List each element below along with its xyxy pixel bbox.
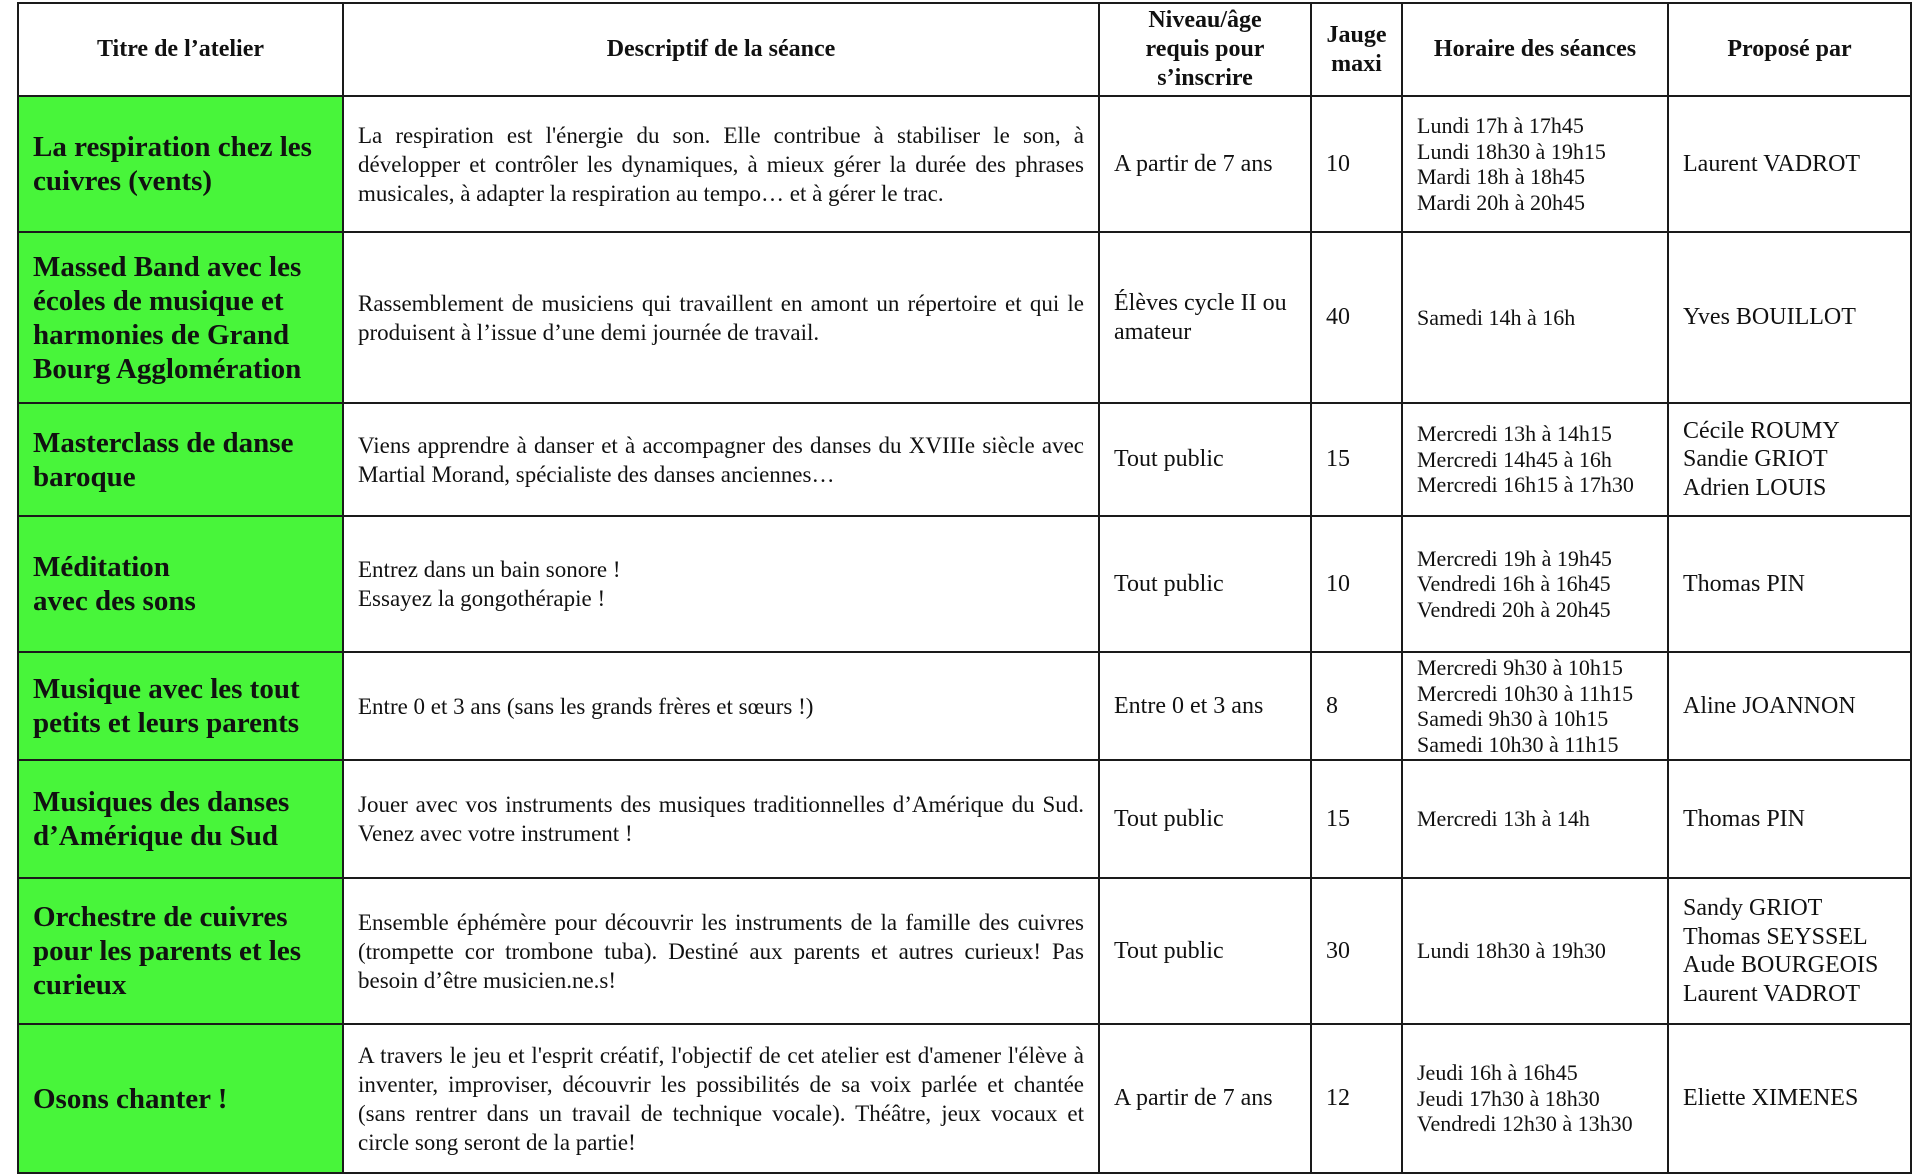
- workshop-propose-cell: [1668, 878, 1911, 1024]
- workshop-title-cell: [18, 516, 343, 652]
- workshop-propose-line: Laurent VADROT: [1683, 150, 1861, 177]
- workshop-horaire-line: Samedi 9h30 à 10h15: [1417, 706, 1609, 731]
- workshop-propose-line: Thomas SEYSSEL: [1683, 923, 1868, 950]
- workshop-title-line: d’Amérique du Sud: [33, 820, 278, 852]
- workshop-title-line: cuivres (vents): [33, 165, 213, 197]
- workshop-niveau-cell: Entre 0 et 3 ans: [1099, 652, 1311, 760]
- workshop-description-line: La respiration est l'énergie du son. Elle contribue à stabiliser le son, à développer et contrôler les dynamiques, à mieux gérer la durée des phrases musicales, à adapter la respiration au tempo… et à gérer le trac.: [358, 122, 1084, 206]
- workshop-propose-line: Adrien LOUIS: [1683, 474, 1827, 501]
- workshop-title-line: écoles de musique et: [33, 284, 284, 317]
- table-row: [18, 652, 1911, 760]
- workshop-title-line: curieux: [33, 969, 127, 1001]
- header-description: Descriptif de la séance: [343, 3, 1099, 96]
- table-row: [18, 96, 1911, 232]
- workshop-title-line: avec des sons: [33, 585, 196, 617]
- table-row: [18, 232, 1911, 403]
- workshop-title-line: baroque: [33, 460, 136, 493]
- workshop-horaire-cell: [1402, 516, 1668, 652]
- workshop-description-cell: [343, 760, 1099, 878]
- workshop-title-line: pour les parents et les: [33, 935, 301, 967]
- workshop-horaire-line: Lundi 18h30 à 19h15: [1417, 138, 1606, 164]
- workshop-horaire-cell: [1402, 760, 1668, 878]
- workshop-jauge-cell: 15: [1311, 760, 1402, 878]
- table-row: [18, 516, 1911, 652]
- workshop-description-cell: [343, 878, 1099, 1024]
- header-niveau-line: Niveau/âge: [1148, 7, 1262, 33]
- workshop-propose-cell: [1668, 652, 1911, 760]
- workshop-title-line: Masterclass de danse: [33, 426, 294, 459]
- header-propose: Proposé par: [1668, 3, 1911, 96]
- workshops-table: [17, 2, 1912, 1174]
- workshop-propose-line: Aline JOANNON: [1683, 692, 1856, 719]
- workshop-propose-cell: [1668, 1024, 1911, 1173]
- workshop-niveau-cell: Tout public: [1099, 516, 1311, 652]
- workshop-horaire-line: Mercredi 9h30 à 10h15: [1417, 655, 1623, 680]
- workshop-horaire-cell: [1402, 403, 1668, 516]
- header-niveau: [1099, 3, 1311, 96]
- workshop-description-cell: [343, 516, 1099, 652]
- table-row: [18, 760, 1911, 878]
- workshop-description-cell: [343, 1024, 1099, 1173]
- workshop-jauge-cell: 8: [1311, 652, 1402, 760]
- header-jauge-line: Jauge: [1326, 21, 1387, 48]
- table-row: [18, 1024, 1911, 1173]
- header-title: Titre de l’atelier: [18, 3, 343, 96]
- workshop-propose-cell: [1668, 96, 1911, 232]
- workshop-horaire-line: Mercredi 10h30 à 11h15: [1417, 680, 1634, 706]
- workshop-horaire-line: Mercredi 13h à 14h: [1417, 806, 1590, 832]
- workshop-horaire-line: Samedi 10h30 à 11h15: [1417, 731, 1619, 757]
- workshop-jauge-cell: 12: [1311, 1024, 1402, 1173]
- workshop-propose-line: Aude BOURGEOIS: [1683, 952, 1879, 978]
- workshop-propose-line: Cécile ROUMY: [1683, 417, 1840, 444]
- workshop-niveau-cell: Tout public: [1099, 760, 1311, 878]
- workshop-description-line: A travers le jeu et l'esprit créatif, l'objectif de cet atelier est d'amener l'élève à inventer, improviser, découvrir les possibilités de sa voix parlée et chantée (sans rentrer dans un travail de technique vocale). Théâtre, jeux vocaux et circle song seront de la partie!: [358, 1042, 1084, 1155]
- workshop-title-cell: [18, 878, 343, 1024]
- table-row: [18, 403, 1911, 516]
- workshop-horaire-line: Mercredi 14h45 à 16h: [1417, 446, 1612, 472]
- workshop-horaire-cell: [1402, 878, 1668, 1024]
- workshop-jauge-cell: 10: [1311, 516, 1402, 652]
- workshop-description-line: Ensemble éphémère pour découvrir les instruments de la famille des cuivres (trompette cor trombone tuba). Destiné aux parents et autres curieux! Pas besoin d’être musicien.ne.s!: [358, 909, 1084, 993]
- workshop-description-cell: [343, 403, 1099, 516]
- workshop-title-line: La respiration chez les: [33, 131, 312, 163]
- workshop-title-cell: [18, 760, 343, 878]
- workshop-horaire-cell: [1402, 1024, 1668, 1173]
- workshop-jauge-cell: 30: [1311, 878, 1402, 1024]
- workshop-niveau-cell: A partir de 7 ans: [1099, 1024, 1311, 1173]
- workshop-horaire-line: Jeudi 17h30 à 18h30: [1417, 1085, 1600, 1111]
- header-niveau-line: s’inscrire: [1157, 65, 1253, 91]
- workshop-title-cell: [18, 96, 343, 232]
- workshop-horaire-line: Mardi 18h à 18h45: [1417, 164, 1586, 189]
- workshop-niveau-cell: Tout public: [1099, 878, 1311, 1024]
- header-jauge: [1311, 3, 1402, 96]
- workshop-title-line: Musiques des danses: [33, 786, 290, 818]
- workshop-horaire-line: Vendredi 12h30 à 13h30: [1417, 1111, 1633, 1137]
- workshop-description-line: Entre 0 et 3 ans (sans les grands frères et sœurs !): [358, 693, 814, 719]
- workshop-horaire-line: Jeudi 16h à 16h45: [1417, 1060, 1578, 1086]
- workshop-horaire-line: Samedi 14h à 16h: [1417, 304, 1576, 330]
- workshop-title-line: Musique avec les tout: [33, 673, 300, 705]
- workshop-propose-line: Thomas PIN: [1683, 570, 1805, 597]
- workshop-description-cell: [343, 652, 1099, 760]
- workshop-horaire-line: Mercredi 16h15 à 17h30: [1417, 472, 1634, 498]
- workshop-description-line: Jouer avec vos instruments des musiques traditionnelles d’Amérique du Sud. Venez avec votre instrument !: [358, 792, 1084, 846]
- workshop-description-line: Rassemblement de musiciens qui travaillent en amont un répertoire et qui le produisent à l’issue d’une demi journée de travail.: [358, 290, 1084, 345]
- workshop-horaire-line: Mardi 20h à 20h45: [1417, 189, 1586, 215]
- workshop-title-cell: [18, 652, 343, 760]
- workshop-title-line: harmonies de Grand: [33, 318, 290, 351]
- workshop-horaire-line: Lundi 18h30 à 19h30: [1417, 938, 1606, 964]
- table-row: [18, 878, 1911, 1024]
- workshop-horaire-cell: [1402, 652, 1668, 760]
- header-jauge-line: maxi: [1331, 50, 1382, 77]
- workshop-propose-line: Thomas PIN: [1683, 805, 1805, 832]
- workshop-jauge-cell: 10: [1311, 96, 1402, 232]
- workshop-horaire-line: Vendredi 20h à 20h45: [1417, 596, 1611, 622]
- workshop-title-line: Méditation: [33, 551, 170, 583]
- workshop-title-line: petits et leurs parents: [33, 707, 300, 739]
- workshop-description-cell: [343, 96, 1099, 232]
- workshop-horaire-cell: [1402, 232, 1668, 403]
- workshop-title-line: Osons chanter !: [33, 1082, 228, 1115]
- workshop-niveau-cell: A partir de 7 ans: [1099, 96, 1311, 232]
- workshop-title-cell: [18, 232, 343, 403]
- workshop-title-line: Massed Band avec les: [33, 250, 302, 283]
- workshop-description-line: Entrez dans un bain sonore !: [358, 557, 621, 582]
- workshop-jauge-cell: 40: [1311, 232, 1402, 403]
- workshop-propose-line: Laurent VADROT: [1683, 980, 1861, 1007]
- workshop-horaire-line: Vendredi 16h à 16h45: [1417, 571, 1611, 597]
- workshop-propose-cell: [1668, 516, 1911, 652]
- header-row: [18, 3, 1911, 96]
- workshop-propose-line: Sandie GRIOT: [1683, 446, 1828, 473]
- workshop-description-line: Viens apprendre à danser et à accompagner des danses du XVIIIe siècle avec Martial Morand, spécialiste des danses anciennes…: [358, 432, 1084, 487]
- workshop-title-cell: [18, 403, 343, 516]
- workshop-horaire-line: Mercredi 13h à 14h15: [1417, 421, 1612, 447]
- workshop-propose-line: Eliette XIMENES: [1683, 1085, 1859, 1112]
- workshop-propose-line: Yves BOUILLOT: [1683, 304, 1856, 331]
- workshop-propose-cell: [1668, 760, 1911, 878]
- workshop-propose-line: Sandy GRIOT: [1683, 895, 1823, 921]
- workshop-description-line: Essayez la gongothérapie !: [358, 586, 606, 611]
- workshop-title-cell: [18, 1024, 343, 1173]
- workshop-propose-cell: [1668, 403, 1911, 516]
- workshop-title-line: Bourg Agglomération: [33, 352, 302, 385]
- workshop-propose-cell: [1668, 232, 1911, 403]
- workshop-horaire-cell: [1402, 96, 1668, 232]
- workshop-jauge-cell: 15: [1311, 403, 1402, 516]
- workshop-description-cell: [343, 232, 1099, 403]
- header-niveau-line: requis pour: [1145, 36, 1265, 62]
- workshop-horaire-line: Lundi 17h à 17h45: [1417, 113, 1584, 138]
- workshop-niveau-cell: Tout public: [1099, 403, 1311, 516]
- workshop-title-line: Orchestre de cuivres: [33, 901, 288, 933]
- header-horaire: Horaire des séances: [1402, 3, 1668, 96]
- workshop-niveau-cell: Élèves cycle II ou amateur: [1099, 232, 1311, 403]
- workshop-horaire-line: Mercredi 19h à 19h45: [1417, 545, 1612, 571]
